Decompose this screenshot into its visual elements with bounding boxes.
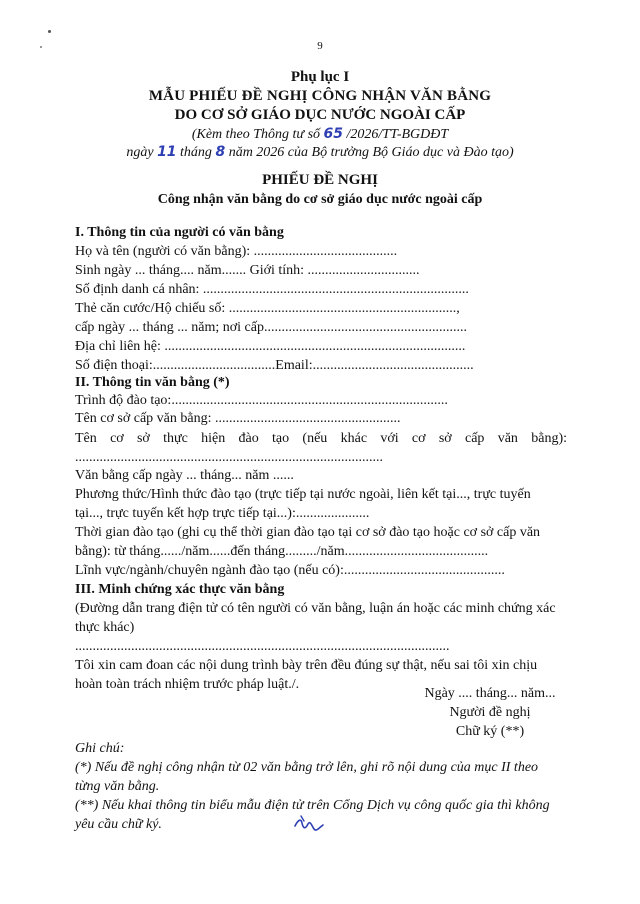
training-mode-field-line-1: Phương thức/Hình thức đào tạo (trực tiếp tại nước ngoài, liên kết tại..., trực tuyến <box>75 487 531 502</box>
form-title: PHIẾU ĐỀ NGHỊ <box>262 172 378 188</box>
scan-speck <box>48 30 51 33</box>
notes-heading: Ghi chú: <box>75 741 125 756</box>
circular-number-handwritten: 65 <box>323 126 343 142</box>
form-title-line-1: MẪU PHIẾU ĐỀ NGHỊ CÔNG NHẬN VĂN BẰNG <box>148 88 492 104</box>
address-field: Địa chỉ liên hệ: ...................................................................................... <box>75 339 466 354</box>
page-number: 9 <box>317 40 323 52</box>
phone-email-field: Số điện thoại:...................................Email:.............................................. <box>75 358 474 373</box>
month-handwritten: 8 <box>215 144 226 160</box>
signer-role: Người đề nghị <box>449 705 531 720</box>
form-subtitle: Công nhận văn bằng do cơ sở giáo dục nước ngoài cấp <box>157 192 483 207</box>
date-mid: tháng <box>176 145 216 160</box>
note-line-4: yêu cầu chữ ký. <box>75 817 162 832</box>
signature-date-line: Ngày .... tháng... năm... <box>424 686 556 701</box>
section-3-heading: III. Minh chứng xác thực văn bằng <box>75 582 285 597</box>
training-institution-field: Tên cơ sở thực hiện đào tạo (nếu khác với cơ sở cấp văn bằng): <box>75 431 567 446</box>
form-title-line-2: DO CƠ SỞ GIÁO DỤC NƯỚC NGOÀI CẤP <box>174 107 466 123</box>
handwritten-initials-mark <box>292 812 326 838</box>
attached-suffix: /2026/TT-BGDĐT <box>343 127 449 142</box>
training-time-field-line-1: Thời gian đào tạo (ghi cụ thể thời gian đào tạo tại cơ sở đào tạo hoặc cơ sở cấp văn <box>75 525 541 540</box>
training-level-field: Trình độ đào tạo:............................................................................... <box>75 393 448 408</box>
appendix-title: Phụ lục I <box>290 69 350 85</box>
training-institution-dots: ........................................................................................ <box>75 450 383 465</box>
note-line-3: (**) Nếu khai thông tin biểu mẫu điện tử trên Cổng Dịch vụ công quốc gia thì không <box>75 798 550 813</box>
attached-prefix: (Kèm theo Thông tư số <box>191 127 324 142</box>
note-line-2: từng văn bằng. <box>75 779 160 794</box>
commitment-line-1: Tôi xin cam đoan các nội dung trình bày trên đều đúng sự thật, nếu sai tôi xin chịu <box>75 658 538 673</box>
evidence-dots: ........................................................................................................... <box>75 639 450 654</box>
commitment-line-2: hoàn toàn trách nhiệm trước pháp luật./. <box>75 677 300 692</box>
evidence-description-line-1: (Đường dẫn trang điện tử có tên người có văn bằng, luận án hoặc các minh chứng xác <box>75 601 556 616</box>
attached-circular-line <box>0 126 640 143</box>
evidence-description-line-2: thực khác) <box>75 620 135 635</box>
date-prefix: ngày <box>126 145 158 160</box>
training-mode-field-line-2: tại..., trực tuyến kết hợp trực tiếp tại...):..................... <box>75 506 370 521</box>
signature-label: Chữ ký (**) <box>455 724 525 739</box>
date-suffix: năm 2026 của Bộ trưởng Bộ Giáo dục và Đào tạo) <box>225 145 514 160</box>
personal-id-field: Số định danh cá nhân: ............................................................................ <box>75 282 469 297</box>
section-2-heading: II. Thông tin văn bằng (*) <box>75 375 230 390</box>
issue-date-line <box>0 144 640 161</box>
field-of-study-field: Lĩnh vực/ngành/chuyên ngành đào tạo (nếu có):.............................................. <box>75 563 505 578</box>
diploma-date-field: Văn bằng cấp ngày ... tháng... năm ...... <box>75 468 294 483</box>
id-card-field: Thẻ căn cước/Hộ chiếu số: ................................................................., <box>75 301 460 316</box>
issue-date-place-field: cấp ngày ... tháng ... năm; nơi cấp.......................................................... <box>75 320 467 335</box>
day-handwritten: 11 <box>157 144 177 160</box>
section-1-heading: I. Thông tin của người có văn bằng <box>75 225 284 240</box>
birth-gender-field: Sinh ngày ... tháng.... năm....... Giới tính: ................................ <box>75 263 420 278</box>
full-name-field: Họ và tên (người có văn bằng): ......................................... <box>75 244 398 259</box>
training-time-field-line-2: bằng): từ tháng....../năm......đến tháng........./năm......................................... <box>75 544 489 559</box>
note-line-1: (*) Nếu đề nghị công nhận từ 02 văn bằng trở lên, ghi rõ nội dung của mục II theo <box>75 760 539 775</box>
issuing-institution-field: Tên cơ sở cấp văn bằng: ..................................................... <box>75 411 401 426</box>
